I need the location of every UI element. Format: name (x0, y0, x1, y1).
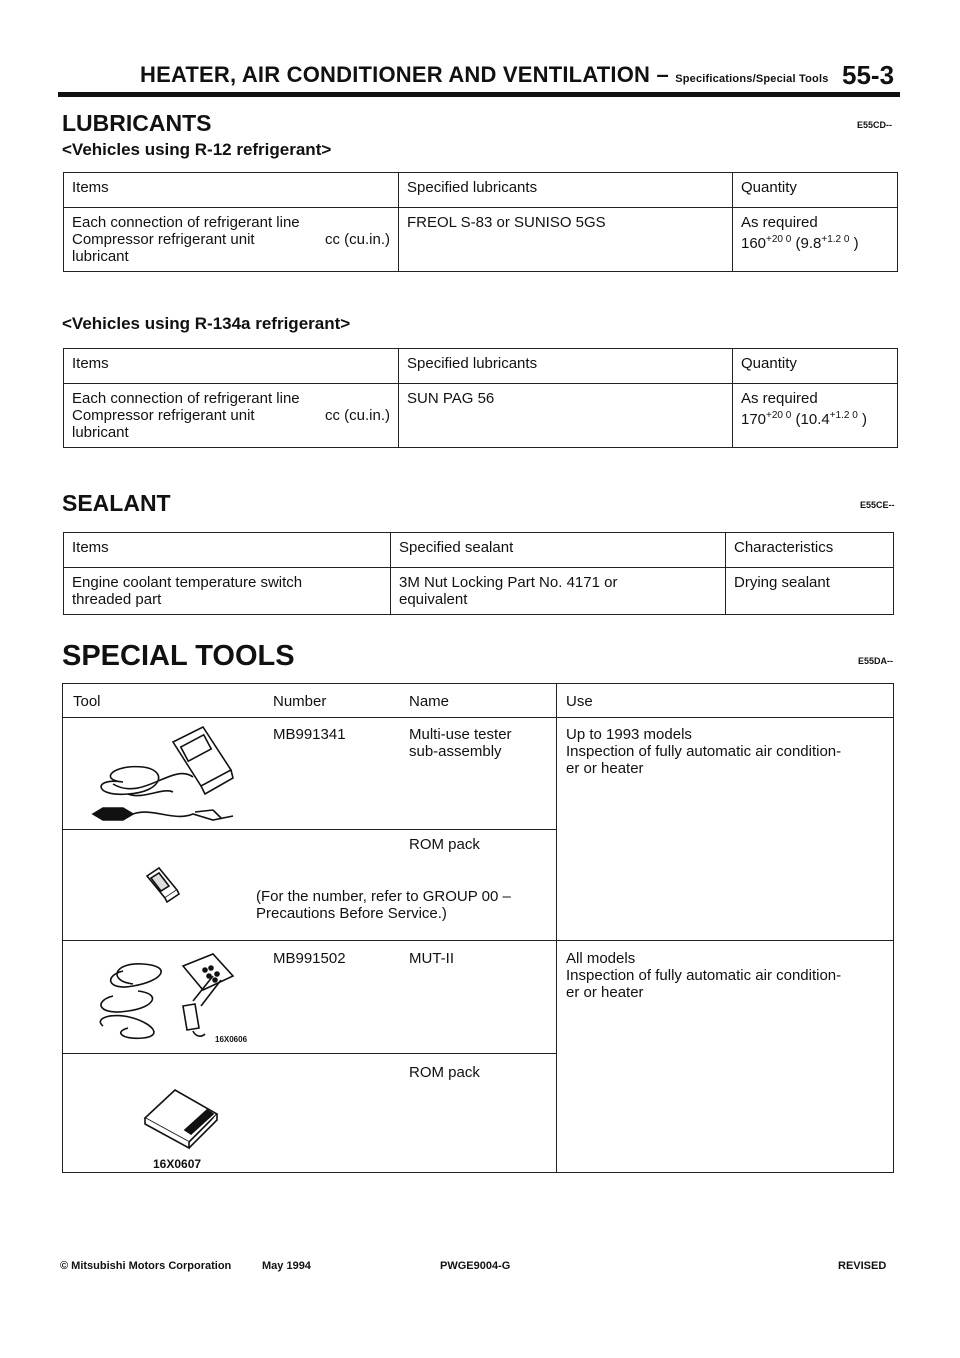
lubricants-title: LUBRICANTS (62, 110, 212, 136)
r134a-q-paren: (10.4 (795, 411, 830, 428)
r134a-lubricant-table (63, 348, 898, 448)
sealant-code: E55CE-- (860, 500, 895, 510)
sealant-char-cell (726, 568, 894, 615)
r12-compressor-label: Compressor refrigerant unit (72, 231, 255, 248)
header-divider (63, 717, 893, 718)
use1-line1: Up to 1993 models (566, 726, 692, 743)
rom-pack-icon (141, 864, 181, 904)
r134a-unit-label: cc (cu.in.) (324, 407, 390, 424)
r12-q-paren: (9.8 (795, 235, 822, 252)
mut-ii-tester-icon (83, 946, 258, 1051)
r134a-q-close: ) (861, 411, 867, 428)
r12-heading: <Vehicles using R-12 refrigerant> (62, 140, 332, 159)
col-tool: Tool (73, 693, 101, 710)
tool2-note-line1: (For the number, refer to GROUP 00 – (256, 888, 511, 905)
page-header-title (140, 62, 829, 88)
footer-date: May 1994 (262, 1260, 311, 1272)
r134a-lubricant-cell (399, 384, 733, 448)
row-divider-1 (63, 829, 556, 830)
r12-quantity-cell (733, 208, 898, 272)
r12-items-cell (64, 208, 399, 272)
special-tools-title: SPECIAL TOOLS (62, 640, 295, 672)
sealant-characteristic: Drying sealant (734, 574, 830, 591)
tool2-note-line2: Precautions Before Service.) (256, 905, 447, 922)
r134a-item-lubricant: lubricant (72, 424, 129, 441)
r12-item-lubricant: lubricant (72, 248, 129, 265)
r134a-item-compressor (72, 407, 390, 424)
tool2-note (256, 888, 511, 922)
sealant-spec-line2: equivalent (399, 591, 468, 608)
r134a-item-connection: Each connection of refrigerant line (72, 390, 300, 407)
row-divider-2 (63, 940, 893, 941)
r134a-compressor-label: Compressor refrigerant unit (72, 407, 255, 424)
sealant-item-line2: threaded part (72, 591, 162, 608)
use1-line3: er or heater (566, 760, 644, 777)
col-lubricants: Specified lubricants (399, 349, 733, 384)
tool4-name: ROM pack (409, 1064, 480, 1081)
r134a-items-cell (64, 384, 399, 448)
sealant-spec-cell (391, 568, 726, 615)
r12-unit-label: cc (cu.in.) (324, 231, 390, 248)
r12-lubricant-cell (399, 208, 733, 272)
column-divider (556, 684, 557, 1172)
page-number: 55-3 (842, 60, 895, 90)
footer-copyright: © Mitsubishi Motors Corporation (60, 1260, 232, 1272)
r12-quantity-as-required: As required (741, 214, 818, 231)
r134a-q-tol: +20 0 (766, 410, 792, 421)
col-number: Number (273, 693, 327, 710)
col-use: Use (566, 693, 593, 710)
r12-quantity-value (741, 231, 889, 252)
tool3-use (566, 950, 886, 1001)
col-items: Items (64, 349, 399, 384)
footer-revised: REVISED (838, 1260, 887, 1272)
r134a-quantity-value (741, 407, 889, 428)
col-items: Items (64, 533, 391, 568)
footer-doc-code: PWGE9004-G (440, 1260, 511, 1272)
col-name: Name (409, 693, 450, 710)
special-tools-code: E55DA-- (858, 656, 894, 666)
r134a-quantity-cell (733, 384, 898, 448)
row-divider-3 (63, 1053, 556, 1054)
col-items: Items (64, 173, 399, 208)
tool3-name: MUT-II (409, 950, 454, 967)
r12-q-tol2: +1.2 0 (821, 234, 850, 245)
col-quantity: Quantity (733, 173, 898, 208)
tool1-number: MB991341 (273, 726, 346, 743)
sealant-item-cell (64, 568, 391, 615)
use2-line3: er or heater (566, 984, 644, 1001)
header-dash: – (656, 62, 669, 87)
tool4-image-code: 16X0607 (153, 1157, 202, 1171)
r12-q-base: 160 (741, 235, 767, 252)
multi-use-tester-icon (83, 722, 253, 827)
tool1-name-line2: sub-assembly (409, 743, 502, 760)
sealant-table (63, 532, 894, 615)
r134a-quantity-as-required: As required (741, 390, 818, 407)
header-subtitle: Specifications/Special Tools (675, 73, 829, 85)
sealant-spec-line1: 3M Nut Locking Part No. 4171 or (399, 574, 618, 591)
r134a-lubricant-name: SUN PAG 56 (407, 390, 495, 407)
r134a-heading: <Vehicles using R-134a refrigerant> (62, 314, 351, 333)
col-lubricants: Specified lubricants (399, 173, 733, 208)
r12-item-compressor (72, 231, 390, 248)
tool2-name: ROM pack (409, 836, 480, 853)
use1-line2: Inspection of fully automatic air condition- (566, 743, 842, 760)
sealant-title: SEALANT (62, 490, 171, 516)
tool3-number: MB991502 (273, 950, 346, 967)
tool1-name-line1: Multi-use tester (409, 726, 512, 743)
r134a-q-base: 170 (741, 411, 767, 428)
header-title-text: HEATER, AIR CONDITIONER AND VENTILATION (140, 62, 651, 87)
r12-item-connection: Each connection of refrigerant line (72, 214, 300, 231)
rom-pack-large-icon (141, 1084, 221, 1154)
special-tools-table (62, 683, 894, 1173)
r12-lubricant-table (63, 172, 898, 272)
r12-q-tol: +20 0 (766, 234, 792, 245)
r134a-q-tol2: +1.2 0 (829, 410, 858, 421)
header-rule (58, 92, 900, 97)
use2-line1: All models (566, 950, 636, 967)
col-characteristics: Characteristics (726, 533, 894, 568)
tool1-name (409, 726, 512, 760)
tool1-use (566, 726, 886, 777)
sealant-item-line1: Engine coolant temperature switch (72, 574, 303, 591)
use2-line2: Inspection of fully automatic air condition- (566, 967, 842, 984)
tool3-image-code: 16X0606 (215, 1035, 248, 1044)
r12-lubricant-name: FREOL S-83 or SUNISO 5GS (407, 214, 606, 231)
col-specified-sealant: Specified sealant (391, 533, 726, 568)
lubricants-code: E55CD-- (857, 120, 893, 130)
col-quantity: Quantity (733, 349, 898, 384)
r12-q-close: ) (853, 235, 859, 252)
